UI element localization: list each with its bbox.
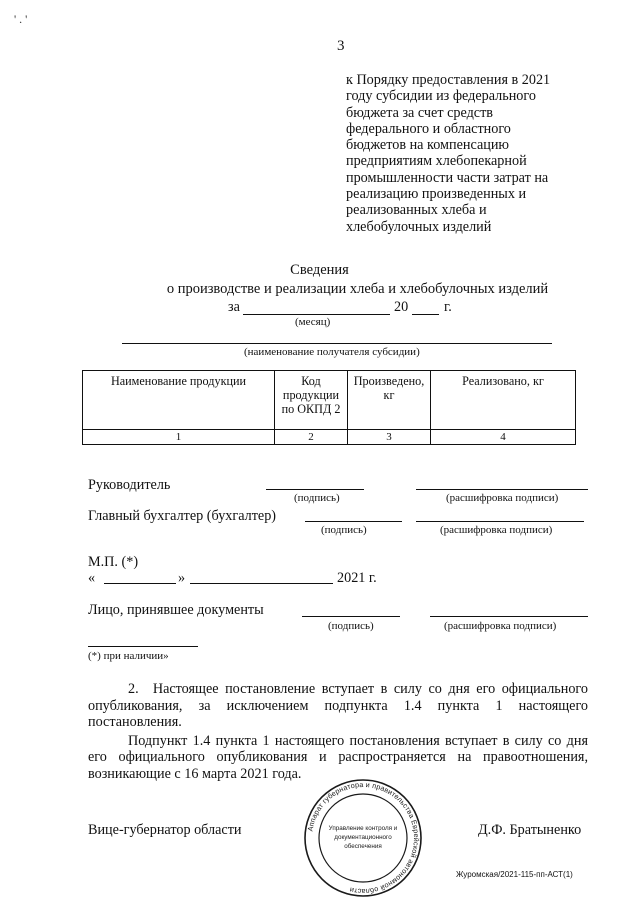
acceptor-label: Лицо, принявшее документы xyxy=(88,602,264,618)
appendix-line: федерального и областного xyxy=(346,120,511,137)
appendix-line: реализованных хлеба и xyxy=(346,202,487,219)
seal-inner-line: обеспечения xyxy=(344,843,382,850)
head-decode-blank xyxy=(416,489,588,490)
date-month-blank xyxy=(190,583,333,584)
date-open-quote: « xyxy=(88,570,96,586)
acceptor-decode-blank xyxy=(430,616,588,617)
table-header-row xyxy=(83,371,576,430)
head-signature-blank xyxy=(266,489,364,490)
official-seal-icon xyxy=(300,778,426,898)
header-product-name: Наименование продукции xyxy=(83,371,275,430)
signature-caption: (подпись) xyxy=(294,492,340,504)
appendix-line: бюджетов на компенсацию xyxy=(346,137,510,154)
signature-caption: (подпись) xyxy=(321,524,367,536)
date-close-quote: » xyxy=(178,570,186,586)
form-title: Сведения xyxy=(290,262,349,278)
seal-outer-text: Аппарат губернатора и правительства Еврейской автономной области xyxy=(305,779,422,897)
paragraph-3: Подпункт 1.4 пункта 1 настоящего постановления вступает в силу со дня его официального опубликования и распространяется на правоотношения, возникающие с 16 марта 2021 года. xyxy=(88,732,588,782)
period-prefix: за xyxy=(228,299,240,315)
month-blank xyxy=(243,314,390,315)
signer-position: Вице-губернатор области xyxy=(88,822,242,838)
page-number: 3 xyxy=(337,38,345,54)
header-produced: Произведено, кг xyxy=(348,371,431,430)
seal-inner-line: документационного xyxy=(334,834,392,841)
appendix-line: к Порядку предоставления в 2021 xyxy=(346,72,551,88)
document-code: Журомская/2021-115-пп-АСТ(1) xyxy=(456,870,573,879)
date-day-blank xyxy=(104,583,176,584)
table-cell: 2 xyxy=(275,430,348,445)
acceptor-signature-blank xyxy=(302,616,400,617)
appendix-header xyxy=(346,72,586,235)
production-table xyxy=(82,370,576,445)
period-suffix: г. xyxy=(444,299,452,315)
signer-name: Д.Ф. Братыненко xyxy=(478,822,582,838)
appendix-line: реализацию произведенных и xyxy=(346,186,527,203)
decode-caption: (расшифровка подписи) xyxy=(446,492,559,504)
table-cell: 4 xyxy=(431,430,576,445)
chief-accountant-label: Главный бухгалтер (бухгалтер) xyxy=(88,508,277,524)
table-cell: 1 xyxy=(83,430,275,445)
decode-caption: (расшифровка подписи) xyxy=(444,620,557,632)
decode-caption: (расшифровка подписи) xyxy=(440,524,553,536)
header-sold: Реализовано, кг xyxy=(431,371,576,430)
appendix-line: бюджета за счет средств xyxy=(346,104,494,121)
seal-inner-line: Управление контроля и xyxy=(328,825,398,832)
recipient-blank xyxy=(122,343,552,344)
date-year: 2021 г. xyxy=(337,570,377,586)
head-label: Руководитель xyxy=(88,477,171,493)
month-caption: (месяц) xyxy=(295,316,331,328)
appendix-line: промышленности части затрат на xyxy=(346,169,549,186)
appendix-line: хлебобулочных изделий xyxy=(346,218,492,235)
appendix-line: предприятиям хлебопекарной xyxy=(346,153,527,170)
signature-caption: (подпись) xyxy=(328,620,374,632)
stamp-label: М.П. (*) xyxy=(88,554,139,570)
accountant-decode-blank xyxy=(416,521,584,522)
footnote: (*) при наличии» xyxy=(88,650,169,662)
header-okpd-code: Код продукции по ОКПД 2 xyxy=(275,371,348,430)
scan-marks: ' . ' xyxy=(14,12,28,26)
table-cell: 3 xyxy=(348,430,431,445)
form-subtitle: о производстве и реализации хлеба и хлебобулочных изделий xyxy=(166,281,549,297)
year-blank xyxy=(412,314,439,315)
period-year: 20 xyxy=(394,299,409,315)
footnote-separator xyxy=(88,646,198,647)
appendix-line: году субсидии из федерального xyxy=(346,88,536,105)
body-text xyxy=(88,681,588,782)
accountant-signature-blank xyxy=(305,521,402,522)
paragraph-2: 2. Настоящее постановление вступает в силу со дня его официального опубликования, за исключением подпункта 1.4 пункта 1 настоящего постановления. xyxy=(88,681,588,730)
recipient-caption: (наименование получателя субсидии) xyxy=(244,346,420,358)
table-number-row xyxy=(83,430,576,445)
